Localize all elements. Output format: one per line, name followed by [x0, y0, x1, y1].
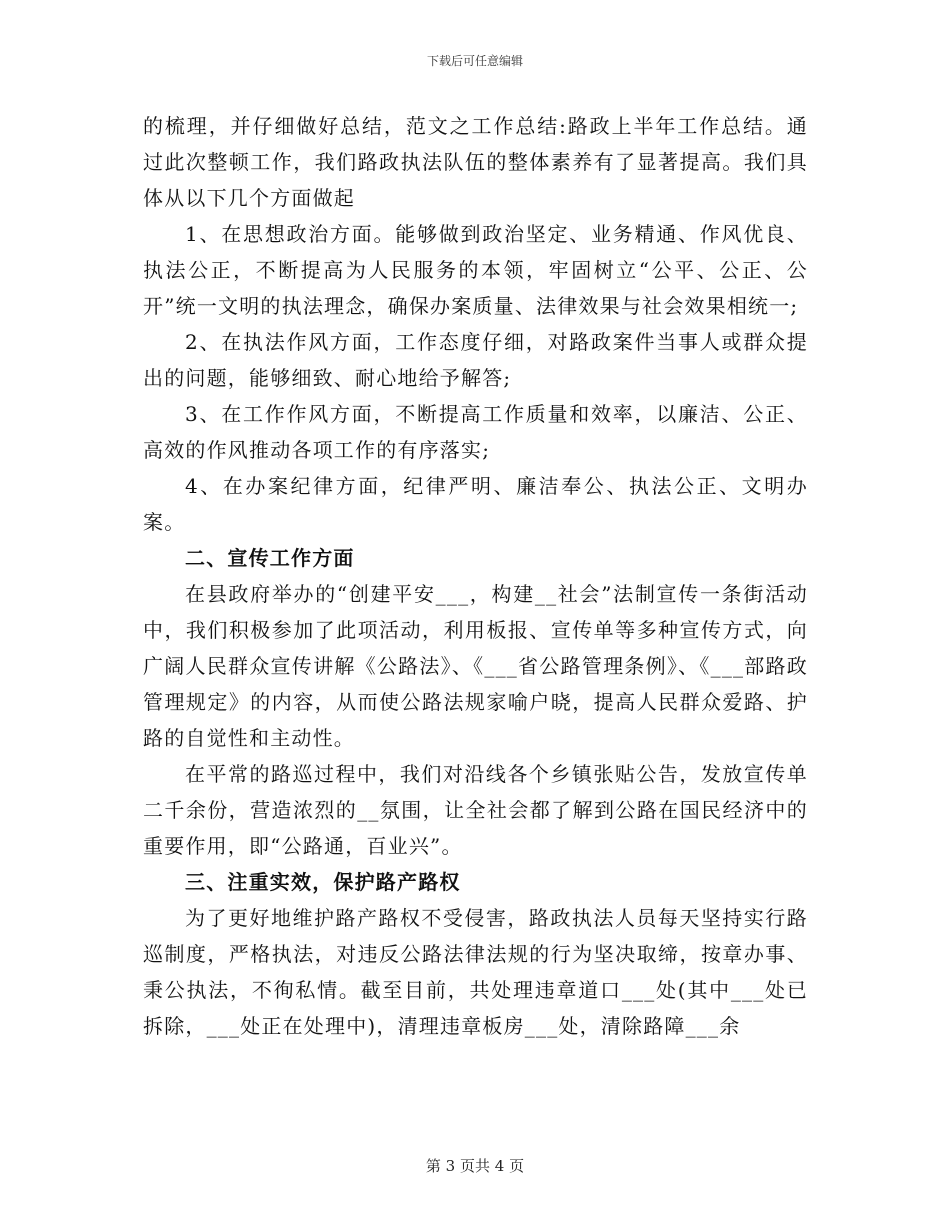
paragraph-item-3: 3、在工作作风方面，不断提高工作质量和效率，以廉洁、公正、高效的作风推动各项工作的有序落实; — [143, 402, 808, 462]
page-footer: 第 3 页共 4 页 — [425, 1157, 525, 1175]
paragraph-publicity-2: 在平常的路巡过程中，我们对沿线各个乡镇张贴公告，发放宣传单二千余份，营造浓烈的__氛围，让全社会都了解到公路在国民经济中的重要作用，即“公路通，百业兴”。 — [143, 762, 808, 858]
document-body — [143, 108, 808, 1044]
paragraph-item-2: 2、在执法作风方面，工作态度仔细，对路政案件当事人或群众提出的问题，能够细致、耐心地给予解答; — [143, 330, 808, 390]
section-heading-road-rights: 三、注重实效，保护路产路权 — [185, 870, 461, 894]
section-heading-publicity: 二、宣传工作方面 — [185, 546, 355, 570]
paragraph-publicity-1: 在县政府举办的“创建平安___，构建__社会”法制宣传一条街活动中，我们积极参加了此项活动，利用板报、宣传单等多种宣传方式，向广阔人民群众宣传讲解《公路法》、《___省公路管理条例》、《___部路政管理规定》的内容，从而使公路法规家喻户晓，提高人民群众爱路、护路的自觉性和主动性。 — [143, 582, 808, 750]
paragraph-item-1: 1、在思想政治方面。能够做到政治坚定、业务精通、作风优良、执法公正，不断提高为人民服务的本领，牢固树立“公平、公正、公开”统一文明的执法理念，确保办案质量、法律效果与社会效果相统一; — [143, 222, 808, 318]
page-header: 下载后可任意编辑 — [426, 54, 523, 68]
paragraph-intro: 的梳理，并仔细做好总结，范文之工作总结:路政上半年工作总结。通过此次整顿工作，我们路政执法队伍的整体素养有了显著提高。我们具体从以下几个方面做起 — [143, 114, 808, 210]
paragraph-road-rights: 为了更好地维护路产路权不受侵害，路政执法人员每天坚持实行路巡制度，严格执法，对违反公路法律法规的行为坚决取缔，按章办事、秉公执法，不徇私情。截至目前，共处理违章道口___处(其中___处已拆除，___处正在处理中)，清理违章板房___处，清除路障___余 — [143, 906, 808, 1038]
paragraph-item-4: 4、在办案纪律方面，纪律严明、廉洁奉公、执法公正、文明办案。 — [143, 474, 808, 534]
